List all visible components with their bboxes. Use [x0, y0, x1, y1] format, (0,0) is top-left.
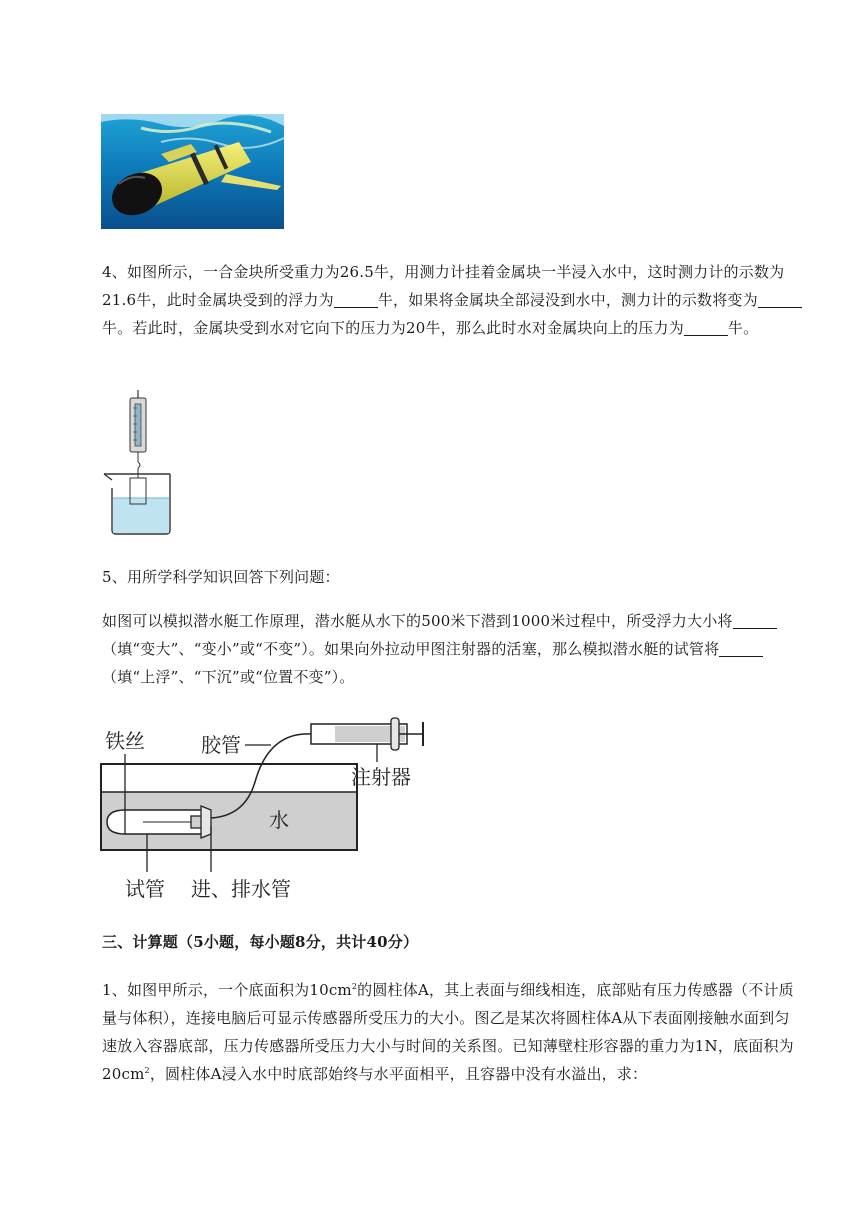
answer-blank[interactable] [684, 320, 728, 336]
label-syringe: 注射器 [351, 765, 411, 789]
question-5-text-part: （填“上浮”、“下沉”或“位置不变”）。 [102, 668, 355, 686]
question-4-text-part: 牛，如果将金属块全部浸没到水中，测力计的示数将变为 [377, 291, 758, 309]
underwater-glider-photo [101, 114, 284, 229]
calc-question-1 [102, 976, 802, 1088]
calc-question-1-text-part: 的圆柱体A，其上表面与细线相连，底部贴有压力传感器（不计质量与体积），连接电脑后可显示传感器所受压力的大小。图乙是某次将圆柱体A从下表面刚接触水面到匀速放入容器底部，压力传感器所受压力大小与时间的关系图。已知薄壁柱形容器的重力为1N，底面积为20cm [102, 981, 794, 1083]
answer-blank[interactable] [758, 292, 802, 308]
superscript-2: 2 [144, 1066, 150, 1075]
label-inlet-outlet-pipe: 进、排水管 [191, 877, 291, 901]
question-5-text-part: （填“变大”、“变小”或“不变”）。如果向外拉动甲图注射器的活塞，那么模拟潜水艇的试管将 [102, 640, 720, 658]
question-4-text-part: 4、如图所示，一合金块所受重力为26.5牛，用测力计挂着金属块一半浸入水中，这时测力计的示数为21.6牛，此时金属块受到的浮力为 [102, 263, 785, 309]
label-hose: 胶管 [201, 733, 241, 757]
section-3-heading [102, 928, 802, 956]
calc-question-1-text-part: 1、如图甲所示，一个底面积为10cm [102, 981, 352, 999]
question-5-body [102, 607, 802, 691]
answer-blank[interactable] [334, 292, 378, 308]
question-4 [102, 258, 802, 342]
submarine-model-figure [95, 712, 435, 908]
label-iron-wire: 铁丝 [105, 729, 145, 753]
spring-scale-beaker-figure [100, 390, 180, 538]
question-4-text-part: 牛。若此时，金属块受到水对它向下的压力为20牛，那么此时水对金属块向上的压力为 [102, 319, 684, 337]
question-5-title-text: 5、用所学科学知识回答下列问题： [102, 568, 340, 586]
calc-question-1-text-part: ，圆柱体A浸入水中时底部始终与水平面相平，且容器中没有水溢出，求： [149, 1065, 648, 1083]
answer-blank[interactable] [733, 613, 777, 629]
question-5-title [102, 563, 802, 591]
question-4-text-part: 牛。 [727, 319, 759, 337]
label-water: 水 [269, 808, 289, 832]
superscript-2: 2 [351, 982, 358, 991]
label-test-tube: 试管 [125, 877, 165, 901]
question-5-text-part: 如图可以模拟潜水艇工作原理，潜水艇从水下的500米下潜到1000米过程中，所受浮力大小将 [102, 612, 733, 630]
section-3-heading-text: 三、计算题（5小题，每小题8分，共计40分） [102, 933, 419, 951]
answer-blank[interactable] [719, 641, 763, 657]
